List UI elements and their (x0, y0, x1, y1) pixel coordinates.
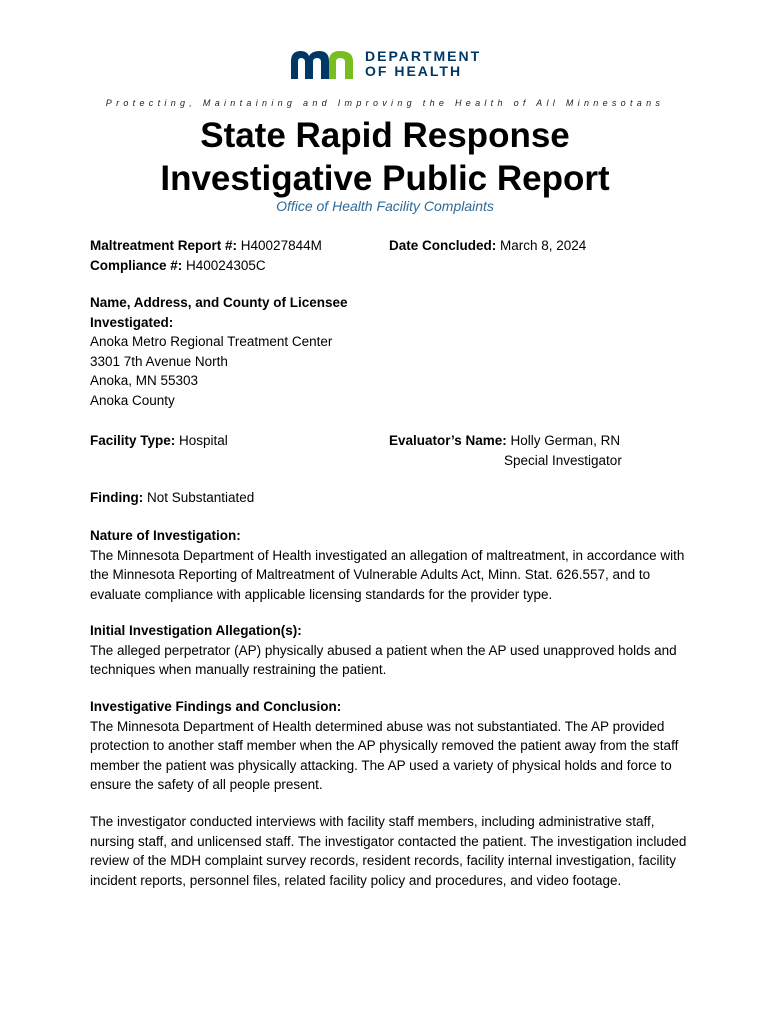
mdh-logo (289, 47, 481, 81)
facility-type-value: Hospital (175, 433, 228, 448)
evaluator-value: Holly German, RN (506, 433, 621, 448)
logo-line-2: OF HEALTH (365, 63, 463, 79)
finding-value: Not Substantiated (143, 490, 255, 505)
evaluator-label: Evaluator’s Name: (389, 433, 507, 448)
licensee-label-line-1: Name, Address, and County of Licensee (90, 295, 348, 310)
mn-logo-icon (289, 49, 355, 79)
licensee-name: Anoka Metro Regional Treatment Center (90, 334, 333, 349)
nature-heading: Nature of Investigation: (90, 528, 241, 543)
maltreatment-report-number (90, 236, 322, 256)
allegation-text: The alleged perpetrator (AP) physically abused a patient when the AP used unapproved holds and techniques when manually restraining the patient. (90, 642, 677, 677)
compliance-number (90, 256, 266, 276)
logo-line-1: DEPARTMENT (365, 48, 482, 64)
date-concluded (389, 236, 586, 256)
compliance-label: Compliance #: (90, 257, 183, 273)
tagline: Protecting, Maintaining and Improving the Health of All Minnesotans (105, 98, 665, 108)
licensee-label-line-2: Investigated: (90, 314, 174, 330)
page-subtitle: Office of Health Facility Complaints (276, 198, 494, 214)
licensee-city: Anoka, MN 55303 (90, 373, 199, 388)
findings-text: The Minnesota Department of Health determined abuse was not substantiated. The AP provided protection to another staff member when the AP physically removed the patient away from the staff member the patient was physically attacking. The AP used a variety of physical holds and force to ensure the safety of all people present. (90, 718, 679, 792)
nature-text: The Minnesota Department of Health investigated an allegation of maltreatment, in accordance with the Minnesota Reporting of Maltreatment of Vulnerable Adults Act, Minn. Stat. 626.557, and to evaluate compliance with applicable licensing standards for the provider type. (90, 547, 685, 602)
maltreatment-label: Maltreatment Report #: (90, 238, 238, 253)
evaluator-name (389, 431, 620, 451)
date-value: March 8, 2024 (496, 238, 587, 253)
compliance-value: H40024305C (182, 257, 266, 273)
allegation-heading: Initial Investigation Allegation(s): (90, 623, 302, 638)
facility-type-label: Facility Type: (90, 433, 176, 448)
findings-heading: Investigative Findings and Conclusion: (90, 699, 342, 714)
finding-label: Finding: (90, 490, 144, 505)
title-line-2: Investigative Public Report (160, 159, 610, 198)
facility-type (90, 431, 228, 451)
maltreatment-value: H40027844M (237, 238, 322, 253)
process-text: The investigator conducted interviews with facility staff members, including administrative staff, nursing staff, and unlicensed staff. The investigator contacted the patient. The investigation included review of the MDH complaint survey records, resident records, facility internal investigation, facility incident reports, personnel files, related facility policy and procedures, and video footage. (90, 814, 687, 888)
title-line-1: State Rapid Response (200, 116, 570, 155)
licensee-county: Anoka County (90, 392, 175, 408)
page-title (0, 114, 770, 200)
date-label: Date Concluded: (389, 238, 497, 253)
finding (90, 488, 254, 508)
licensee-street: 3301 7th Avenue North (90, 353, 228, 369)
evaluator-title: Special Investigator (504, 452, 622, 468)
logo-wordmark (365, 49, 481, 79)
